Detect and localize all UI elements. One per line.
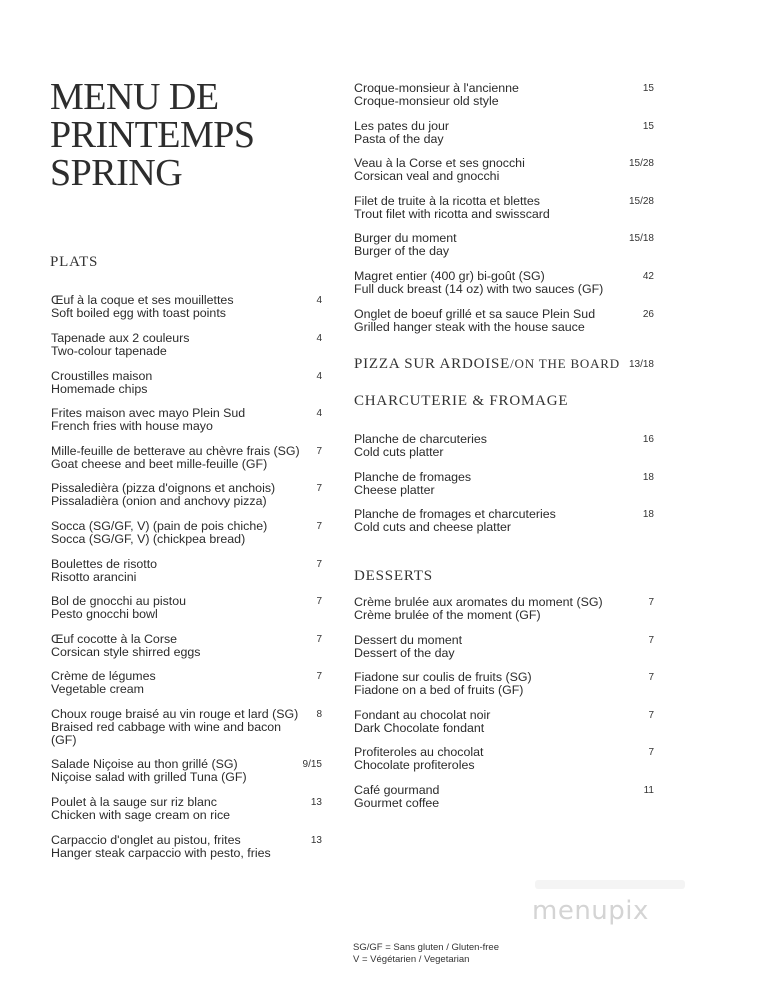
item-price: 7 [648, 710, 654, 721]
item-price: 4 [316, 333, 322, 344]
menu-item: Crème de légumes Vegetable cream [51, 669, 156, 696]
item-price: 4 [316, 408, 322, 419]
pizza-heading-sub: /ON THE BOARD [510, 356, 620, 371]
menu-item: Filet de truite à la ricotta et blettes Trout filet with ricotta and swisscard [354, 194, 550, 221]
menu-item: Onglet de boeuf grillé et sa sauce Plein Sud Grilled hanger steak with the house sauce [354, 307, 596, 334]
item-price: 7 [316, 671, 322, 682]
menu-item: Café gourmand Gourmet coffee [354, 783, 440, 810]
menu-item: Fiadone sur coulis de fruits (SG) Fiadone on a bed of fruits (GF) [354, 670, 532, 697]
menu-item: Dessert du moment Dessert of the day [354, 633, 463, 660]
menu-item: Mille-feuille de betterave au chèvre frais (SG) Goat cheese and beet mille-feuille (GF) [51, 444, 300, 471]
menu-item: Œuf cocotte à la Corse Corsican style shirred eggs [51, 632, 201, 659]
menu-title [50, 78, 310, 192]
item-price: 7 [648, 672, 654, 683]
item-price: 7 [648, 747, 654, 758]
item-price: 7 [648, 635, 654, 646]
menu-item: Boulettes de risotto Risotto arancini [51, 557, 158, 584]
menu-item: Poulet à la sauge sur riz blanc Chicken with sage cream on rice [51, 795, 231, 822]
item-price: 16 [642, 434, 654, 445]
menu-item: Planche de fromages et charcuteries Cold cuts and cheese platter [354, 507, 556, 534]
item-price: 15/28 [628, 196, 654, 207]
charcuterie-heading: CHARCUTERIE & FROMAGE [354, 393, 569, 409]
menu-item: Bol de gnocchi au pistou Pesto gnocchi bowl [51, 594, 187, 621]
item-price: 15/18 [628, 233, 654, 244]
watermark-bar [535, 880, 685, 889]
pizza-heading [354, 356, 620, 373]
item-price: 7 [316, 596, 322, 607]
menu-item: Planche de charcuteries Cold cuts platter [354, 432, 487, 459]
menu-item: Choux rouge braisé au vin rouge et lard (SG) Braised red cabbage with wine and bacon (GF) [51, 707, 299, 747]
item-price: 26 [642, 309, 654, 320]
item-price: 7 [316, 559, 322, 570]
item-price: 15 [642, 121, 654, 132]
menu-item: Profiteroles au chocolat Chocolate profiteroles [354, 745, 484, 772]
menu-item: Frites maison avec mayo Plein Sud French fries with house mayo [51, 406, 246, 433]
menu-item: Planche de fromages Cheese platter [354, 470, 472, 497]
item-price: 7 [316, 521, 322, 532]
item-price: 7 [316, 634, 322, 645]
menu-item: Croque-monsieur à l'ancienne Croque-monsieur old style [354, 81, 519, 108]
title-line-3: SPRING [50, 152, 183, 194]
item-price: 15/28 [628, 158, 654, 169]
menu-item: Fondant au chocolat noir Dark Chocolate fondant [354, 708, 491, 735]
item-price: 13 [310, 797, 322, 808]
footnote-line-2: V = Végétarien / Vegetarian [353, 954, 470, 965]
item-price: 7 [648, 597, 654, 608]
item-price: 18 [642, 472, 654, 483]
menu-item: Magret entier (400 gr) bi-goût (SG) Full duck breast (14 oz) with two sauces (GF) [354, 269, 604, 296]
pizza-heading-main: PIZZA SUR ARDOISE [354, 356, 511, 372]
menu-item: Veau à la Corse et ses gnocchi Corsican veal and gnocchi [354, 156, 525, 183]
desserts-heading: DESSERTS [354, 568, 433, 584]
item-price: 18 [642, 509, 654, 520]
menu-item: Socca (SG/GF, V) (pain de pois chiche) Socca (SG/GF, V) (chickpea bread) [51, 519, 268, 546]
title-line-2: PRINTEMPS [50, 114, 255, 156]
item-price: 4 [316, 371, 322, 382]
menu-item: Les pates du jour Pasta of the day [354, 119, 450, 146]
menu-item: Carpaccio d'onglet au pistou, frites Hanger steak carpaccio with pesto, fries [51, 833, 271, 860]
item-price: 9/15 [302, 759, 322, 770]
menu-item: Salade Niçoise au thon grillé (SG) Niçoise salad with grilled Tuna (GF) [51, 757, 247, 784]
item-price: 4 [316, 295, 322, 306]
item-price: 7 [316, 446, 322, 457]
item-price: 11 [643, 785, 654, 796]
item-price: 13 [310, 835, 322, 846]
plats-heading: PLATS [50, 254, 99, 270]
watermark-logo: menupix [532, 896, 649, 926]
menu-item: Œuf à la coque et ses mouillettes Soft boiled egg with toast points [51, 293, 234, 320]
menu-item: Crème brulée aux aromates du moment (SG) Crème brulée of the moment (GF) [354, 595, 603, 622]
footnote-line-1: SG/GF = Sans gluten / Gluten-free [353, 942, 500, 953]
footnote [353, 942, 499, 966]
title-line-1: MENU DE [50, 76, 219, 118]
menu-item: Croustilles maison Homemade chips [51, 369, 153, 396]
menu-item: Burger du moment Burger of the day [354, 231, 457, 258]
item-price: 7 [316, 483, 322, 494]
item-price: 42 [642, 271, 654, 282]
item-price: 8 [316, 709, 322, 720]
menu-item: Pissaledièra (pizza d'oignons et anchois) Pissaladièra (onion and anchovy pizza) [51, 481, 276, 508]
pizza-price: 13/18 [628, 359, 654, 370]
menu-item: Tapenade aux 2 couleurs Two-colour tapenade [51, 331, 190, 358]
item-price: 15 [642, 83, 654, 94]
